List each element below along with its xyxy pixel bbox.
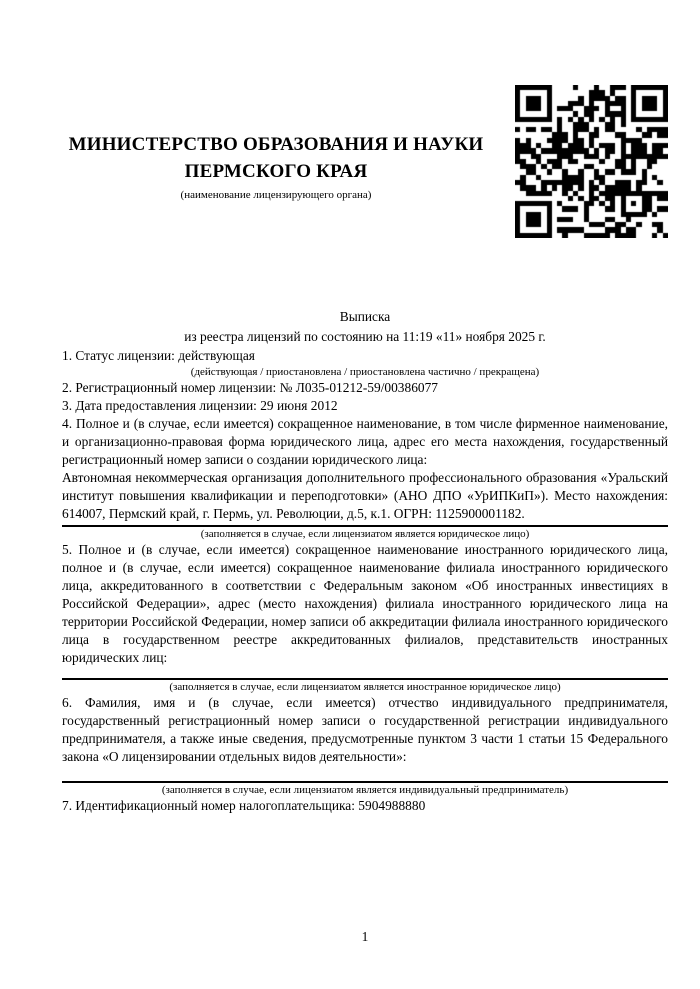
- qr-code-icon: [515, 85, 668, 238]
- licensing-authority-caption: (наименование лицензирующего органа): [180, 189, 372, 201]
- license-status: 1. Статус лицензии: действующая: [62, 348, 255, 363]
- extract-items: [62, 347, 668, 815]
- legal-entity-intro: 4. Полное и (в случае, если имеется) сокращенное наименование, в том числе фирменное наименование, и организационно-правовая форма юридического лица, адрес его места нахождения, государственный регистрационный номер записи о создании юридического лица:: [62, 416, 668, 467]
- document-title-block: [62, 307, 668, 347]
- entrepreneur-caption: (заполняется в случае, если лицензиатом является индивидуальный предприниматель): [161, 784, 569, 796]
- legal-entity-fill-in-rule: [62, 525, 668, 527]
- foreign-entity-fill-in-rule: [62, 678, 668, 680]
- page-number: 1: [361, 929, 369, 944]
- license-status-options-caption: (действующая / приостановлена / приостановлена частично / прекращена): [190, 366, 540, 378]
- licensing-authority-name-line1: МИНИСТЕРСТВО ОБРАЗОВАНИЯ И НАУКИ: [68, 134, 484, 155]
- document-header: [62, 85, 668, 238]
- licensing-authority-block: [62, 85, 490, 202]
- licensing-authority-name-line2: ПЕРМСКОГО КРАЯ: [184, 161, 368, 182]
- entrepreneur-intro: 6. Фамилия, имя и (в случае, если имеется) отчество индивидуального предпринимателя, государственный регистрационный номер записи о государственной регистрации индивидуального предпринимателя, а также иные сведения, предусмотренные пунктом 3 части 1 статьи 15 Федерального закона «О лицензировании отдельных видов деятельности»:: [62, 695, 668, 764]
- taxpayer-id: 7. Идентификационный номер налогоплательщика: 5904988880: [62, 798, 426, 813]
- foreign-entity-intro: 5. Полное и (в случае, если имеется) сокращенное наименование иностранного юридического лица, полное и (в случае, если имеется) сокращенное наименование филиала иностранного юридического лица, аккредитованного в соответствии с Федеральным законом «Об иностранных инвестициях в Российской Федерации», адрес (место нахождения) филиала иностранного юридического лица на территории Российской Федерации, номер записи об аккредитации филиала иностранного юридического лица в государственном реестре аккредитованных филиалов, представительств иностранных юридических лиц:: [62, 542, 668, 665]
- entrepreneur-fill-in-rule: [62, 781, 668, 783]
- legal-entity-value: Автономная некоммерческая организация дополнительного профессионального образования «Уральский институт повышения квалификации и переподготовки» (АНО ДПО «УрИПКиП»). Место нахождения: 614007, Пермский край, г. Пермь, ул. Революции, д.5, к.1. ОГРН: 1125900001182.: [62, 470, 668, 521]
- qr-code-container: [515, 85, 668, 238]
- license-registration-number: 2. Регистрационный номер лицензии: № Л035-01212-59/00386077: [62, 380, 438, 395]
- license-grant-date: 3. Дата предоставления лицензии: 29 июня 2012: [62, 398, 338, 413]
- foreign-entity-caption: (заполняется в случае, если лицензиатом является иностранное юридическое лицо): [169, 681, 561, 693]
- legal-entity-caption: (заполняется в случае, если лицензиатом является юридическое лицо): [200, 528, 530, 540]
- document-subtitle: из реестра лицензий по состоянию на 11:19 «11» ноября 2025 г.: [184, 329, 546, 344]
- document-title: Выписка: [339, 309, 391, 324]
